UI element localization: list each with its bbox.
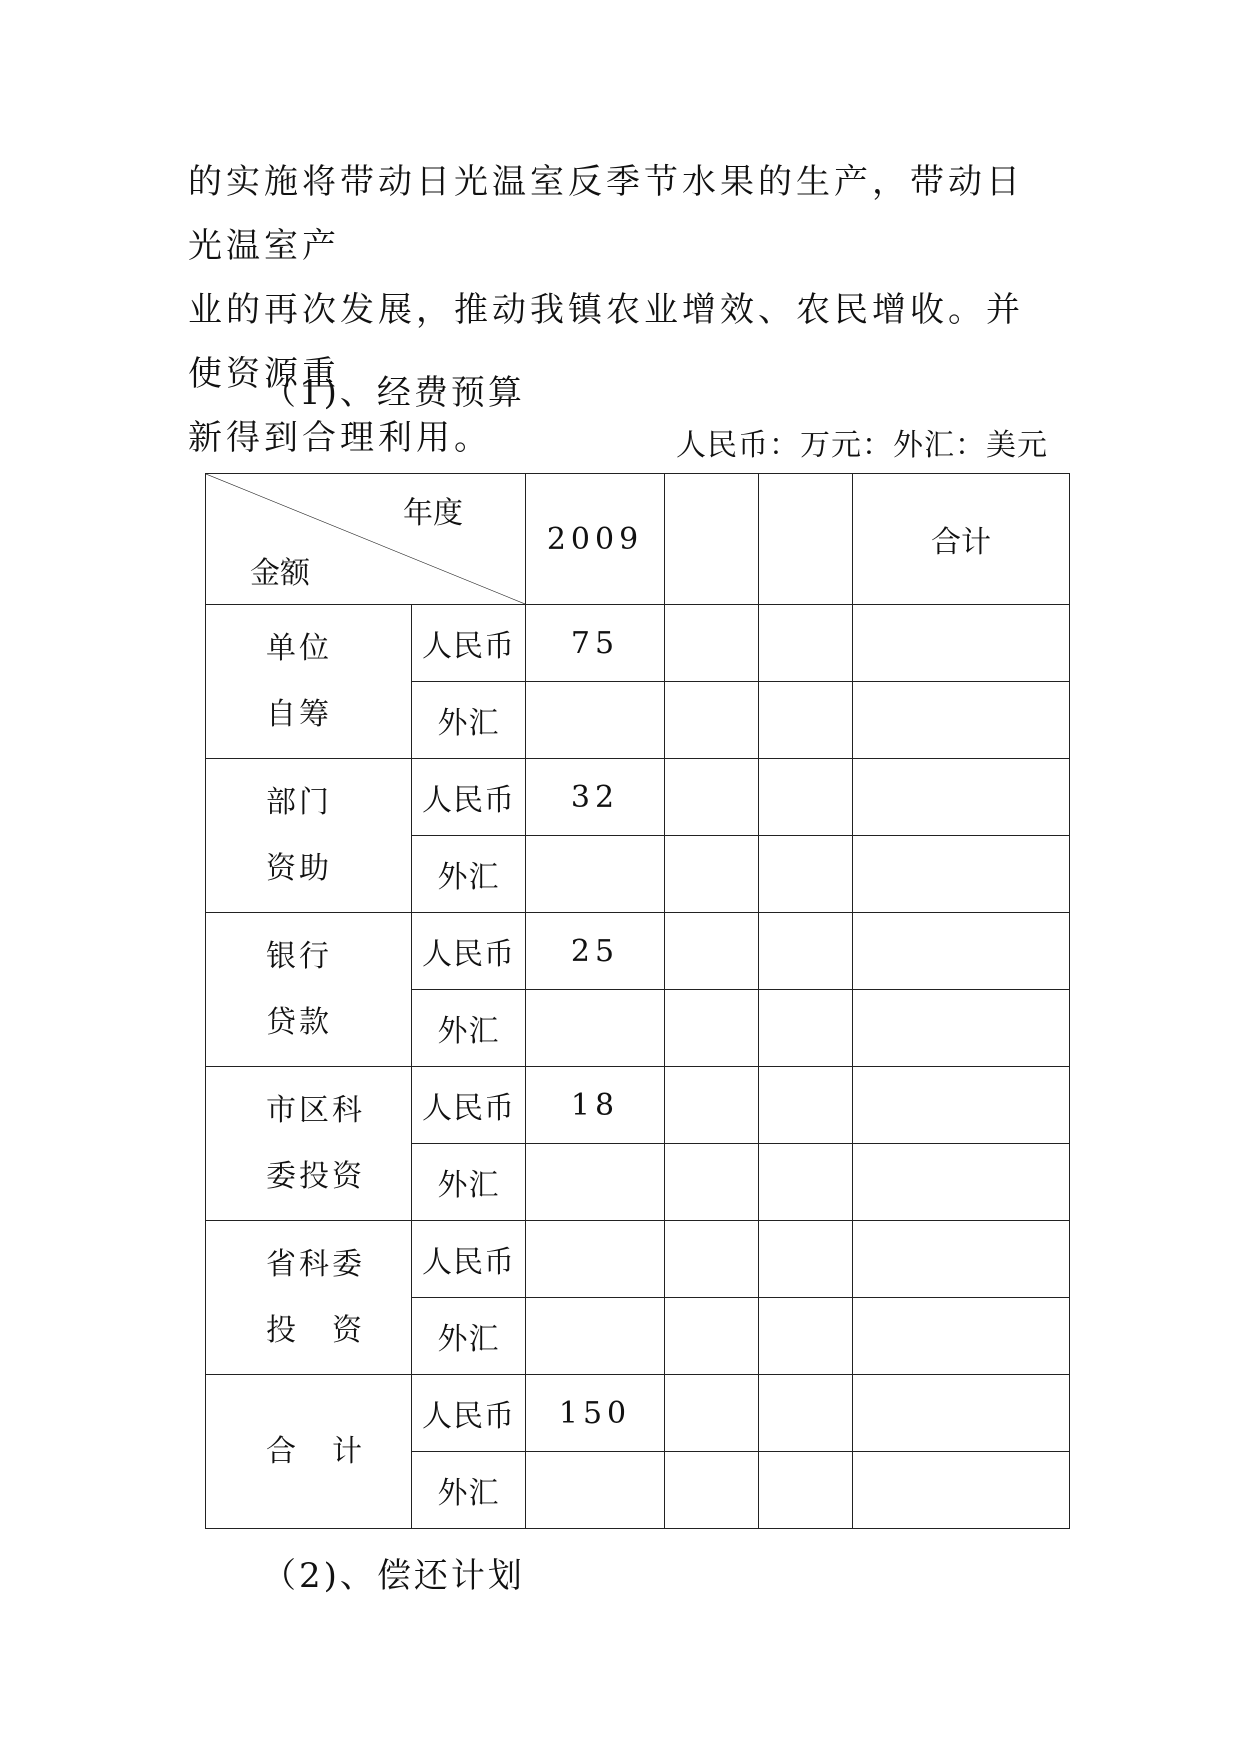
empty-cell bbox=[665, 990, 759, 1067]
value-cell bbox=[526, 1298, 665, 1375]
empty-cell bbox=[853, 759, 1070, 836]
value-cell: 25 bbox=[526, 913, 665, 990]
empty-cell bbox=[759, 605, 853, 682]
empty-cell bbox=[665, 1221, 759, 1298]
funding-source-line: 单位 bbox=[266, 630, 332, 666]
table-row bbox=[206, 759, 1070, 836]
total-value-cell: 150 bbox=[526, 1375, 665, 1452]
value-cell bbox=[526, 1221, 665, 1298]
empty-cell bbox=[665, 1144, 759, 1221]
empty-cell bbox=[759, 836, 853, 913]
funding-source-line: 资助 bbox=[266, 850, 332, 886]
empty-cell bbox=[665, 605, 759, 682]
empty-cell bbox=[759, 1375, 853, 1452]
year-label: 年度 bbox=[403, 496, 463, 531]
blank-header bbox=[759, 474, 853, 605]
empty-cell bbox=[853, 1298, 1070, 1375]
empty-cell bbox=[665, 1298, 759, 1375]
empty-cell bbox=[665, 682, 759, 759]
funding-source-cell bbox=[206, 605, 412, 759]
intro-line: 的实施将带动日光温室反季节水果的生产，带动日光温室产 bbox=[188, 162, 1024, 266]
value-cell bbox=[526, 682, 665, 759]
empty-cell bbox=[665, 1067, 759, 1144]
empty-cell bbox=[665, 759, 759, 836]
empty-cell bbox=[759, 1221, 853, 1298]
unit-note: 人民币：万元：外汇：美元 bbox=[676, 428, 1048, 463]
value-cell bbox=[526, 1452, 665, 1529]
funding-source-line: 投 资 bbox=[266, 1312, 365, 1348]
blank-header bbox=[665, 474, 759, 605]
table-row bbox=[206, 605, 1070, 682]
table-header-row bbox=[206, 474, 1070, 605]
table-row bbox=[206, 1067, 1070, 1144]
amount-label: 金额 bbox=[250, 556, 310, 591]
total-header: 合计 bbox=[853, 474, 1070, 605]
total-label: 合 计 bbox=[266, 1433, 365, 1469]
empty-cell bbox=[853, 605, 1070, 682]
funding-source-cell bbox=[206, 913, 412, 1067]
currency-label: 外汇 bbox=[412, 990, 526, 1067]
empty-cell bbox=[759, 1144, 853, 1221]
budget-table bbox=[205, 473, 1070, 1529]
empty-cell bbox=[759, 990, 853, 1067]
value-cell bbox=[526, 836, 665, 913]
section-2-heading: （2)、偿还计划 bbox=[262, 1556, 525, 1596]
currency-label: 人民币 bbox=[412, 605, 526, 682]
funding-source-cell bbox=[206, 1221, 412, 1375]
empty-cell bbox=[853, 990, 1070, 1067]
currency-label: 人民币 bbox=[412, 1067, 526, 1144]
currency-label: 人民币 bbox=[412, 759, 526, 836]
total-label-cell bbox=[206, 1375, 412, 1529]
funding-source-line: 自筹 bbox=[266, 696, 332, 732]
empty-cell bbox=[853, 682, 1070, 759]
empty-cell bbox=[759, 682, 853, 759]
year-2009-header: 2009 bbox=[526, 474, 665, 605]
table-row bbox=[206, 1221, 1070, 1298]
currency-label: 外汇 bbox=[412, 836, 526, 913]
empty-cell bbox=[853, 1144, 1070, 1221]
table-row bbox=[206, 913, 1070, 990]
currency-label: 人民币 bbox=[412, 1375, 526, 1452]
empty-cell bbox=[759, 759, 853, 836]
empty-cell bbox=[759, 1067, 853, 1144]
empty-cell bbox=[853, 1375, 1070, 1452]
value-cell: 32 bbox=[526, 759, 665, 836]
funding-source-line: 委投资 bbox=[266, 1158, 365, 1194]
empty-cell bbox=[665, 1452, 759, 1529]
empty-cell bbox=[853, 1221, 1070, 1298]
currency-label: 外汇 bbox=[412, 1298, 526, 1375]
funding-source-line: 部门 bbox=[266, 784, 332, 820]
funding-source-cell bbox=[206, 759, 412, 913]
empty-cell bbox=[853, 1067, 1070, 1144]
intro-line: 业的再次发展，推动我镇农业增效、农民增收。并使资源重 bbox=[188, 290, 1024, 394]
empty-cell bbox=[853, 836, 1070, 913]
value-cell bbox=[526, 1144, 665, 1221]
empty-cell bbox=[759, 1452, 853, 1529]
funding-source-line: 省科委 bbox=[266, 1246, 365, 1282]
empty-cell bbox=[665, 1375, 759, 1452]
empty-cell bbox=[665, 836, 759, 913]
funding-source-cell bbox=[206, 1067, 412, 1221]
funding-source-line: 银行 bbox=[266, 938, 332, 974]
funding-source-line: 贷款 bbox=[266, 1004, 332, 1040]
intro-line: 新得到合理利用。 bbox=[188, 418, 492, 458]
empty-cell bbox=[853, 913, 1070, 990]
currency-label: 外汇 bbox=[412, 1144, 526, 1221]
currency-label: 人民币 bbox=[412, 913, 526, 990]
value-cell: 75 bbox=[526, 605, 665, 682]
empty-cell bbox=[759, 913, 853, 990]
empty-cell bbox=[853, 1452, 1070, 1529]
empty-cell bbox=[759, 1298, 853, 1375]
currency-label: 外汇 bbox=[412, 682, 526, 759]
section-1-heading: （1)、经费预算 bbox=[262, 373, 525, 413]
funding-source-line: 市区科 bbox=[266, 1092, 365, 1128]
currency-label: 外汇 bbox=[412, 1452, 526, 1529]
diagonal-header-cell bbox=[206, 474, 526, 605]
value-cell: 18 bbox=[526, 1067, 665, 1144]
table-row-total bbox=[206, 1375, 1070, 1452]
value-cell bbox=[526, 990, 665, 1067]
currency-label: 人民币 bbox=[412, 1221, 526, 1298]
empty-cell bbox=[665, 913, 759, 990]
